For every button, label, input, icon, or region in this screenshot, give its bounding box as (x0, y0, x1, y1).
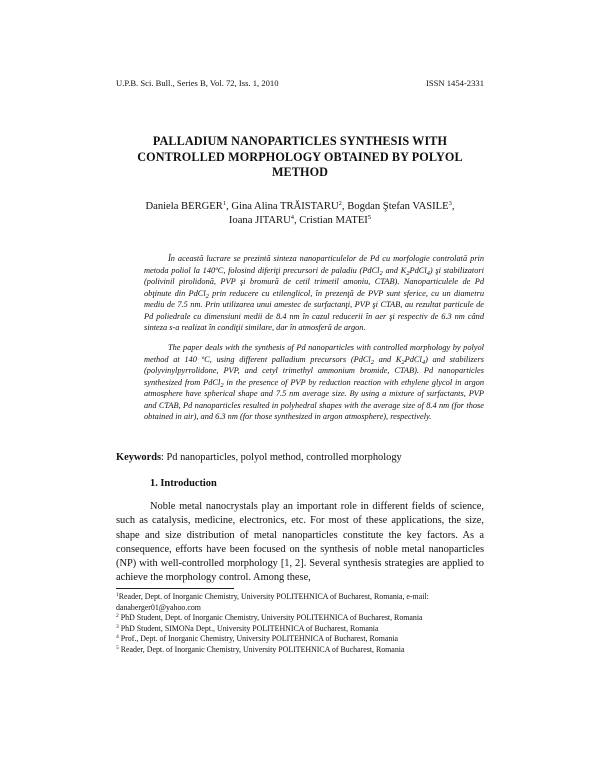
abstract-text: The paper deals with the synthesis of Pd nanoparticles with controlled morphology by polyol method at 140 ºC, using different palladium precursors (PdCl (144, 343, 484, 364)
footnote-mark: 5 (116, 644, 119, 651)
author-separator: , (226, 201, 232, 212)
abstract-text: prin reducere cu etilenglicol, în prezenţă de PVP sunt sferice, cu un diametru mediu de 7.5 nm. Prin utilizarea unui amestec de surfactanţi, PVP şi CTAB, au rezultat particule de Pd poliedrale cu dimensiuni medii de 8.4 nm în cazul reducerii în aer şi respectiv de 6.3 nm când sinteza s-a realizat în condiţii similare, dar în atmosferă de argon. (144, 288, 484, 333)
title-line: PALLADIUM NANOPARTICLES SYNTHESIS WITH (152, 134, 448, 148)
abstract-text: PdCl (404, 354, 422, 364)
affiliation-mark: 2 (338, 200, 342, 207)
footnote (116, 624, 484, 635)
author-list (100, 200, 500, 228)
affiliation-mark: 4 (290, 213, 294, 221)
author-name: Bogdan Ştefan VASILE (347, 201, 449, 212)
subscript: 2 (220, 381, 224, 389)
footnote-mark: 3 (116, 623, 119, 630)
keywords-label: Keywords (116, 452, 162, 463)
subscript: 2 (370, 358, 374, 366)
section-heading: 1. Introduction (150, 478, 217, 489)
subscript: 2 (205, 292, 209, 300)
footnote-mark: 2 (116, 613, 119, 620)
subscript: 2 (401, 358, 405, 366)
author-name: Ioana JITARU (228, 214, 291, 226)
subscript: 4 (426, 269, 430, 277)
subscript: 4 (421, 358, 426, 366)
author-separator: , (451, 201, 455, 212)
affiliation-mark: 5 (367, 213, 372, 221)
abstract-text: ) and stabilizers (polyvinylpyrrolidone, PVP, and cetyl trimethyl ammonium bromide, CTAB). Pd nanoparticles synthesized from PdCl (144, 354, 484, 387)
running-header (116, 78, 484, 88)
footnotes (116, 592, 484, 656)
paper-title (100, 134, 500, 181)
abstract-english (144, 342, 484, 423)
footnote-text: Reader, Dept. of Inorganic Chemistry, University POLITEHNICA of Bucharest, Romania, e-mail: danaberger01@yahoo.com (116, 592, 429, 612)
introduction-paragraph: Noble metal nanocrystals play an important role in different fields of science, such as catalysis, medicine, electronics, etc. For most of these applications, the size, shape and size distribution of metal nanoparticles constitute the key factors. As a consequence, efforts have been focused on the synthesis of noble metal nanoparticles (NP) with well-controlled morphology [1, 2]. Several synthesis strategies are applied to achieve the morphology control. Among these, (116, 501, 484, 584)
footnote-mark: 4 (116, 634, 119, 641)
affiliation-mark: 3 (448, 200, 452, 207)
footnote-mark: 1 (116, 592, 119, 598)
author-name: Cristian MATEI (299, 214, 368, 226)
footnote-text: PhD Student, SIMONa Dept., University POLITEHNICA of Bucharest, Romania (118, 623, 379, 633)
footnote (116, 592, 484, 613)
abstract-text: ) şi stabilizatori (polivinil pirolidonă, PVP şi bromură de cetil trimetil amoniu, CTAB). Nanoparticulele de Pd obţinute din PdCl (144, 265, 484, 298)
footnote-text: Prof., Dept. of Inorganic Chemistry, University POLITEHNICA of Bucharest, Romania (118, 634, 398, 644)
footnote (116, 613, 484, 624)
keywords-text: : Pd nanoparticles, polyol method, controlled morphology (161, 452, 402, 463)
author-name: Daniela BERGER (145, 201, 223, 212)
title-line: METHOD (271, 165, 329, 180)
abstract-text: and K (374, 354, 402, 364)
abstract-text: in the presence of PVP by reduction reaction with ethylene glycol in argon atmosphere have spherical shape and 7.5 nm average size. By using a mixture of surfactants, PVP and CTAB, Pd nanoparticles resulted in polyhedral shapes with the average size of 8.4 nm (for those obtained in air), and 6.3 nm (for those synthesized in argon atmosphere), respectively. (144, 377, 484, 422)
footnote-divider (116, 588, 234, 589)
footnote (116, 634, 484, 645)
footnote-text: PhD Student, Dept. of Inorganic Chemistry, University POLITEHNICA of Bucharest, Romania (118, 613, 423, 623)
author-separator: , (293, 214, 300, 226)
author-line (100, 200, 500, 214)
abstract-text: PdCl (409, 265, 427, 275)
issn: ISSN 1454-2331 (425, 78, 484, 88)
journal-citation: U.P.B. Sci. Bull., Series B, Vol. 72, Iss. 1, 2010 (116, 78, 279, 88)
affiliation-mark: 1 (222, 200, 227, 207)
abstract-romanian (144, 253, 484, 334)
footnote (116, 645, 484, 656)
author-separator: , (341, 201, 348, 212)
abstract-text: În această lucrare se prezintă sinteza nanoparticulelor de Pd cu morfologie controlată prin metoda poliol la 140ºC, folosind diferiţi precursori de paladiu (PdCl (144, 254, 484, 275)
title-line: CONTROLLED MORPHOLOGY OBTAINED BY POLYOL (137, 149, 463, 164)
footnote-text: Reader, Dept. of Inorganic Chemistry, University POLITEHNICA of Bucharest, Romania (118, 644, 405, 654)
abstract-text: and K (382, 265, 407, 275)
author-name: Gina Alina TRĂISTARU (231, 201, 339, 212)
subscript: 2 (379, 269, 383, 277)
author-line (100, 214, 500, 228)
subscript: 2 (406, 269, 410, 277)
keywords (116, 452, 500, 463)
